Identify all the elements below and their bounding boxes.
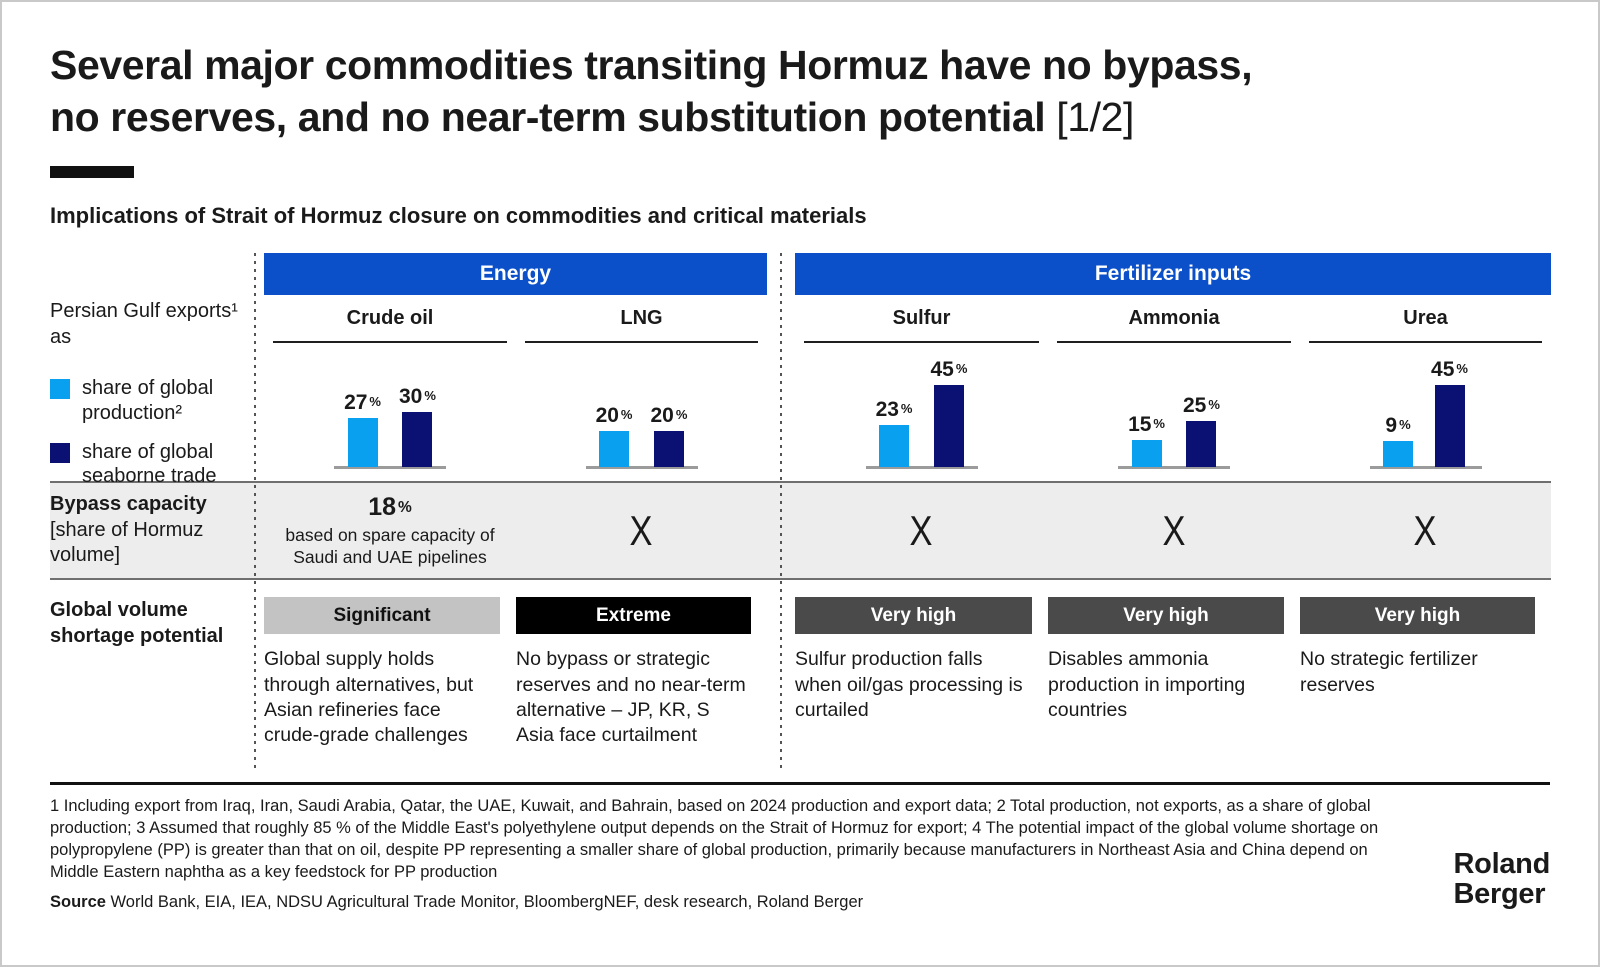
seaborne-trade-bar bbox=[654, 431, 684, 467]
legend-item-label: share of global seaborne trade bbox=[82, 441, 217, 488]
bypass-note: based on spare capacity of Saudi and UAE pipelines bbox=[285, 525, 495, 568]
title-underline-bar bbox=[50, 166, 134, 178]
bar-value-label: 45 % bbox=[930, 358, 968, 382]
column-header-lng: LNG bbox=[525, 298, 758, 343]
column-header-urea: Urea bbox=[1309, 298, 1542, 343]
percent-sign: % bbox=[1153, 416, 1165, 432]
shortage-description: Disables ammonia production in importing countries bbox=[1048, 648, 1246, 721]
production-bar bbox=[1132, 440, 1162, 467]
bar-value-label: 45 % bbox=[1431, 358, 1468, 382]
percent-sign: % bbox=[1208, 397, 1220, 413]
dotted-separator-left bbox=[254, 253, 256, 770]
footnote-block bbox=[50, 796, 1395, 912]
seaborne-trade-bar bbox=[402, 412, 432, 467]
column-header-crude-oil: Crude oil bbox=[273, 298, 507, 343]
shortage-badge-very-high: Very high bbox=[795, 597, 1032, 634]
bar-value-label: 25 % bbox=[1183, 394, 1220, 418]
legend-heading: Persian Gulf exports¹ as bbox=[50, 300, 238, 349]
shortage-badge-very-high: Very high bbox=[1300, 597, 1535, 634]
dotted-separator-middle bbox=[780, 253, 782, 770]
bar-value-label: 27 % bbox=[344, 391, 381, 415]
row-label-bypass-bold: Bypass capacity bbox=[50, 493, 207, 516]
shortage-cell-sulfur bbox=[795, 580, 1048, 770]
group-header-fertilizer-inputs: Fertilizer inputs bbox=[795, 253, 1551, 295]
legend-item-production bbox=[50, 376, 247, 425]
page-marker: [1/2] bbox=[1056, 93, 1135, 140]
percent-sign: % bbox=[1456, 361, 1468, 377]
percent-sign: % bbox=[1399, 417, 1411, 433]
shortage-cell-urea bbox=[1300, 580, 1551, 770]
production-bar-urea bbox=[1383, 414, 1413, 467]
seaborne-trade-bar-urea bbox=[1431, 358, 1468, 467]
footer-divider bbox=[50, 782, 1550, 785]
production-bar bbox=[879, 425, 909, 467]
percent-sign: % bbox=[675, 407, 688, 423]
percent-sign: % bbox=[369, 394, 381, 410]
seaborne-trade-bar-ammonia bbox=[1183, 394, 1220, 467]
bypass-capacity-crude-oil bbox=[264, 481, 516, 580]
bypass-capacity-lng bbox=[516, 481, 767, 580]
commodity-matrix bbox=[50, 253, 1550, 770]
page-title bbox=[50, 40, 1550, 143]
percent-sign: % bbox=[620, 407, 633, 423]
shortage-badge-extreme: Extreme bbox=[516, 597, 751, 634]
chart-legend bbox=[50, 298, 247, 488]
bar-chart-ammonia bbox=[1048, 343, 1300, 469]
shortage-cell-ammonia bbox=[1048, 580, 1300, 770]
no-bypass-x-mark: X bbox=[1414, 506, 1437, 554]
percent-sign: % bbox=[424, 388, 436, 404]
bar-value-label: 15 % bbox=[1128, 413, 1165, 437]
bypass-capacity-ammonia bbox=[1048, 481, 1300, 580]
column-header-sulfur: Sulfur bbox=[804, 298, 1039, 343]
seaborne-trade-bar-lng bbox=[651, 404, 688, 467]
source-label: Source bbox=[50, 893, 106, 912]
bar-value-label: 20 % bbox=[595, 404, 633, 428]
shortage-description: Sulfur production falls when oil/gas processing is curtailed bbox=[795, 648, 1023, 721]
bar-chart-sulfur bbox=[795, 343, 1048, 469]
row-label-global-volume-shortage: Global volume shortage potential bbox=[50, 599, 224, 648]
shortage-badge-significant: Significant bbox=[264, 597, 500, 634]
bar-chart-urea bbox=[1300, 343, 1551, 469]
seaborne-trade-bar-sulfur bbox=[931, 358, 968, 467]
bar-value-label: 23 % bbox=[875, 398, 913, 422]
no-bypass-x-mark: X bbox=[630, 506, 653, 554]
row-label-bypass-rest: [share of Hormuz volume] bbox=[50, 518, 204, 567]
production-color-swatch bbox=[50, 379, 70, 399]
legend-item-label: share of global production² bbox=[82, 377, 214, 424]
bypass-capacity-sulfur bbox=[795, 481, 1048, 580]
roland-berger-logo bbox=[1454, 849, 1550, 912]
logo-line2: Berger bbox=[1453, 878, 1546, 911]
column-header-ammonia: Ammonia bbox=[1057, 298, 1291, 343]
bar-value-label: 30 % bbox=[399, 385, 436, 409]
production-bar bbox=[348, 418, 378, 467]
no-bypass-x-mark: X bbox=[910, 506, 933, 554]
bypass-capacity-urea bbox=[1300, 481, 1551, 580]
seaborne-trade-bar bbox=[1186, 421, 1216, 467]
seaborne-trade-bar bbox=[934, 385, 964, 467]
bar-chart-lng bbox=[516, 343, 767, 469]
subtitle: Implications of Strait of Hormuz closure on commodities and critical materials bbox=[50, 203, 867, 229]
bypass-value: 18 % bbox=[368, 493, 412, 522]
shortage-cell-lng bbox=[516, 580, 767, 770]
production-bar bbox=[599, 431, 629, 467]
shortage-description: Global supply holds through alternatives, but Asian refineries face crude-grade challenges bbox=[264, 648, 474, 747]
shortage-cell-crude-oil bbox=[264, 580, 516, 770]
source-line bbox=[50, 893, 1395, 912]
footnotes-text: 1 Including export from Iraq, Iran, Saudi Arabia, Qatar, the UAE, Kuwait, and Bahrain, based on 2024 production and export data; 2 Total production, not exports, as a share of global production; 3 Assumed that roughly 85 % of the Middle East's polyethylene output depends on the Strait of Hormuz for export; 4 The potential impact of the global volume shortage on polypropylene (PP) is greater than that on oil, despite PP representing a smaller share of global production, primarily because manufacturers in Northeast Asia and China depend on Middle Eastern naphtha as a key feedstock for PP production bbox=[50, 797, 1379, 882]
row-label-bypass-capacity bbox=[50, 481, 247, 580]
no-bypass-x-mark: X bbox=[1162, 506, 1186, 554]
bar-value-label: 20 % bbox=[650, 404, 688, 428]
percent-sign: % bbox=[398, 498, 412, 516]
production-bar-lng bbox=[596, 404, 633, 467]
shortage-description: No bypass or strategic reserves and no near-term alternative – JP, KR, S Asia face curtailment bbox=[516, 648, 746, 747]
seaborne-trade-bar bbox=[1435, 385, 1465, 467]
production-bar-crude-oil bbox=[344, 391, 381, 467]
production-bar bbox=[1383, 441, 1413, 467]
seaborne-trade-bar-crude-oil bbox=[399, 385, 436, 467]
group-header-energy: Energy bbox=[264, 253, 767, 295]
production-bar-ammonia bbox=[1128, 413, 1165, 467]
production-bar-sulfur bbox=[876, 398, 913, 467]
title-line2: no reserves, and no near-term substitution potential bbox=[50, 93, 1046, 140]
source-text: World Bank, EIA, IEA, NDSU Agricultural Trade Monitor, BloombergNEF, desk research, Roland Berger bbox=[110, 893, 864, 912]
seaborne-trade-color-swatch bbox=[50, 443, 70, 463]
footer bbox=[50, 796, 1550, 912]
shortage-badge-very-high: Very high bbox=[1048, 597, 1284, 634]
percent-sign: % bbox=[955, 361, 968, 377]
shortage-description: No strategic fertilizer reserves bbox=[1300, 648, 1478, 696]
bar-chart-crude-oil bbox=[264, 343, 516, 469]
logo-line1: Roland bbox=[1453, 847, 1550, 880]
bar-value-label: 9 % bbox=[1385, 414, 1411, 438]
percent-sign: % bbox=[900, 401, 913, 417]
title-line1: Several major commodities transiting Hormuz have no bypass, bbox=[50, 42, 1253, 88]
